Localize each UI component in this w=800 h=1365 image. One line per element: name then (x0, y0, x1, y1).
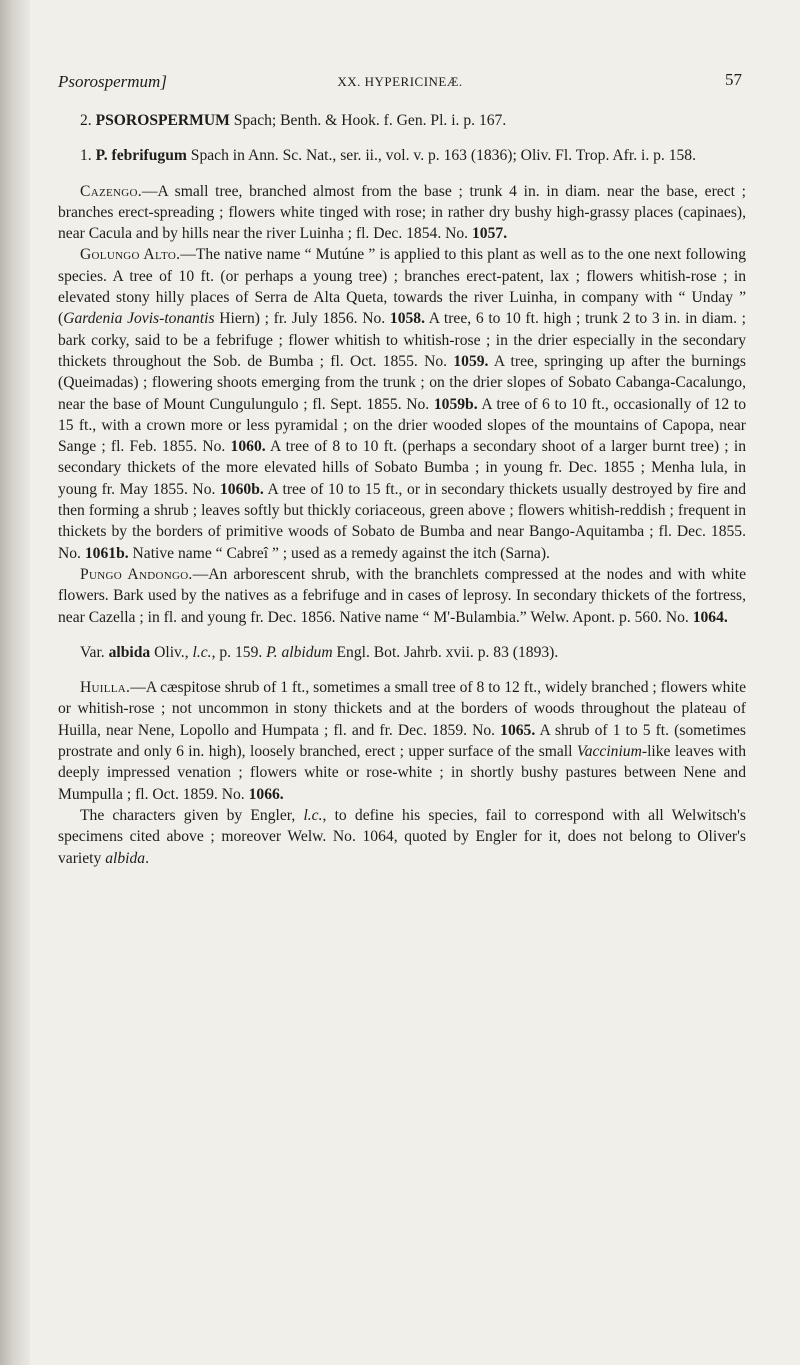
specimen-number: 1065. (500, 721, 536, 739)
variety-text: Oliv., (150, 643, 193, 661)
variety-label: Var. (80, 643, 105, 661)
variety-name-italic: albida (105, 849, 146, 867)
header-family: XX. HYPERICINEÆ. (337, 74, 463, 89)
golungo-text: A tree of 8 to 10 ft. (perhaps a secondary shoot of a larger burnt tree) ; in secondary thickets of the more elevated hills of Sobato Bumba ; in young fr. Dec. 1855 ; Menha lula, in young fr. May 1855. No. (58, 438, 746, 498)
specimen-number: 1058. (389, 310, 425, 328)
taxon-name: Gardenia Jovis-tonantis (63, 310, 215, 328)
genus-authority: Spach; Benth. & Hook. f. Gen. Pl. i. p. 167. (233, 112, 507, 129)
golungo-text: A tree of 10 to 15 ft., or in secondary thickets usually destroyed by fire and then forming a shrub ; leaves softly but thickly coriaceous, green above ; flowers whitish-reddish ; frequent in thickets by the borders of primitive woods of Sobato de Bumba and near Bango-Aquitamba ; fl. Dec. 1855. No. (58, 480, 746, 562)
note-text: The characters given by Engler, (80, 806, 304, 824)
golungo-text: A tree, 6 to 10 ft. high ; trunk 2 to 3 in. in diam. ; bark corky, said to be a febrifuge ; flower whitish to whitish-rose ; in the drier especially in the secondary thickets throughout the Sob. de Bumba ; fl. Oct. 1855. No. (58, 310, 746, 370)
variety-name: albida (108, 643, 151, 661)
golungo-text: Native name “ Cabreî ” ; used as a remedy against the itch (Sarna). (128, 544, 550, 562)
note-paragraph (58, 805, 746, 869)
header-genus: Psorospermum] (58, 72, 167, 91)
page-binding-shadow (0, 0, 30, 1365)
loc-cit: l.c. (303, 806, 323, 824)
loc-cit: l.c. (192, 643, 212, 661)
variety-heading (58, 642, 746, 663)
specimen-number: 1060. (230, 438, 266, 456)
locality-golungo: Golungo Alto. (80, 246, 181, 264)
variety-text: Engl. Bot. Jahrb. xvii. p. 83 (1893). (332, 643, 559, 661)
huilla-text: -like leaves with deeply impressed venation ; flowers white or rose-white ; in shortly bushy pastures between Nene and Mumpulla ; fl. Oct. 1859. No. (58, 743, 746, 803)
species-number: 1. (80, 147, 92, 165)
running-header (58, 70, 742, 94)
specimen-number: 1059b. (433, 395, 478, 413)
species-name: P. febrifugum (95, 147, 187, 165)
note-text: , to define his species, fail to correspond with all Welwitsch's specimens cited above ; moreover Welw. No. 1064, quoted by Engler for it, does not belong to Oliver's variety (58, 806, 746, 867)
golungo-paragraph (58, 244, 746, 563)
pungo-text: —An arborescent shrub, with the branchlets compressed at the nodes and with white flowers. Bark used by the natives as a febrifuge and in cases of leprosy. In secondary thickets of the fortress, near Cazella ; in fl. and young fr. Dec. 1856. Native name “ M'-Bulambia.” Welw. Apont. p. 560. No. (58, 565, 746, 626)
specimen-number: 1064. (692, 608, 728, 626)
huilla-paragraph (58, 677, 746, 805)
taxon-name: Vaccinium (576, 743, 642, 761)
specimen-number: 1057. (472, 225, 508, 243)
locality-huilla: Huilla. (80, 679, 131, 697)
specimen-number-label: No. (445, 225, 469, 243)
page-number: 57 (725, 70, 742, 89)
specimen-number: 1066. (248, 785, 284, 803)
golungo-text: Hiern) ; fr. July 1856. No. (214, 310, 386, 328)
specimen-number: 1061b. (84, 544, 129, 562)
page-body (58, 110, 746, 869)
golungo-text: A tree, springing up after the burnings (Queimadas) ; flowering shoots emerging from the trunk ; on the drier slopes of Sobato Cabanga-Cacalungo, near the base of Mount Cungulungulo ; fl. Sept. 1855. No. (58, 352, 746, 413)
golungo-text: —The native name “ Mutúne ” is applied to this plant as well as to the one next following species. A tree of 10 ft. (or perhaps a young tree) ; branches erect-patent, lax ; flowers whitish-rose ; in elevated stony hilly places of Serra de Alta Queta, towards the river Luinha, in company with “ Unday ” ( (58, 246, 746, 328)
genus-heading (58, 110, 746, 131)
synonym-name: P. albidum (266, 643, 333, 661)
cazengo-paragraph (58, 181, 746, 245)
locality-pungo-andongo: Pungo Andongo. (80, 565, 193, 583)
note-text: . (145, 849, 149, 867)
locality-cazengo: Cazengo. (80, 182, 142, 200)
variety-text: , p. 159. (211, 643, 267, 661)
cazengo-text: —A small tree, branched almost from the base ; trunk 4 in. in diam. near the base, erect ; branches erect-spreading ; flowers white tinged with rose; in rather dry bushy high-grassy places (capinaes), near Cacula and by hills near the river Luinha ; fl. Dec. 1854. (58, 182, 746, 243)
golungo-text: A tree of 6 to 10 ft., occasionally of 12 to 15 ft., with a crown more or less pyramidal ; on the drier wooded slopes of the mountains of Capopa, near Sange ; fl. Feb. 1855. No. (58, 395, 746, 456)
huilla-text: A shrub of 1 to 5 ft. (sometimes prostrate and only 6 in. high), loosely branched, erect ; upper surface of the small (58, 721, 746, 761)
genus-name: PSOROSPERMUM (95, 112, 230, 129)
specimen-number: 1060b. (220, 480, 264, 498)
pungo-paragraph (58, 564, 746, 628)
huilla-text: —A cæspitose shrub of 1 ft., sometimes a small tree of 8 to 12 ft., widely branched ; flowers white or whitish-rose ; not uncommon in stony thickets and at the borders of woods throughout the plateau of Huilla, near Nene, Lopollo and Humpata ; fl. and fr. Dec. 1859. No. (58, 679, 746, 739)
genus-number: 2. (80, 112, 92, 129)
species-reference: Spach in Ann. Sc. Nat., ser. ii., vol. v. p. 163 (1836); Oliv. Fl. Trop. Afr. i. p. 158. (190, 147, 696, 165)
species-heading (58, 145, 746, 166)
specimen-number: 1059. (453, 352, 489, 370)
